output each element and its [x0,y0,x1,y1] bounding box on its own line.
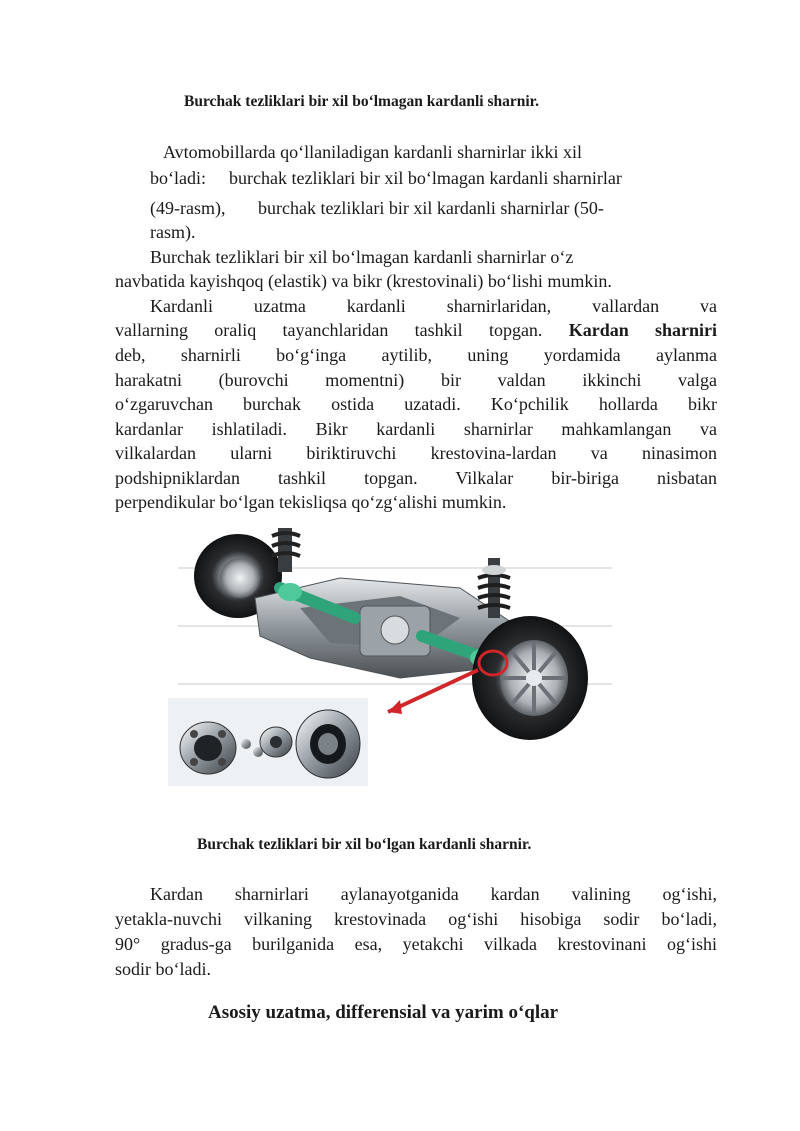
paragraph-3-line-3: 90° gradus-ga burilganida esa, yetakchi vilkada krestovinani og‘ishi [115,934,717,954]
paragraph-2-line-1: Kardanli uzatma kardanli sharnirlaridan, vallardan va [150,296,717,316]
paragraph-3-line-4: sodir bo‘ladi. [115,959,211,979]
cv-joint-parts-photo [168,698,368,786]
paragraph-3-line-2: yetakla-nuvchi vilkaning krestovinada og‘ishi hisobiga sodir bo‘ladi, [115,909,717,929]
intro-line-3: (49-rasm), burchak tezliklari bir xil kardanli sharnirlar (50- [150,198,576,218]
paragraph-3-line-1: Kardan sharnirlari aylanayotganida kardan valining og‘ishi, [150,884,717,904]
paragraph-2-line-2-text: vallarning oraliq tayanchlaridan tashkil topgan. [115,320,543,340]
paragraph-2-line-4: harakatni (burovchi momentni) bir valdan ikkinchi valga [115,370,717,390]
figure-caption: Burchak tezliklari bir xil bo‘lgan kardanli sharnir. [197,836,532,853]
paragraph-2-line-6: kardanlar ishlatiladi. Bikr kardanli sharnirlar mahkamlangan va [115,419,717,439]
paragraph-2-line-2 [115,318,717,343]
section-heading: Burchak tezliklari bir xil bo‘lmagan kardanli sharnir. [184,93,539,110]
paragraph-1-line-2: navbatida kayishqoq (elastik) va bikr (krestovinali) bo‘lishi mumkin. [115,271,612,291]
paragraph-2-line-3: deb, sharnirli bo‘g‘inga aytilib, uning yordamida aylanma [115,345,717,365]
section-heading-2: Asosiy uzatma, differensial va yarim o‘qlar [208,1002,559,1023]
paragraph-2-line-8: podshipniklardan tashkil topgan. Vilkalar bir-biriga nisbatan [115,468,717,488]
term-kardan-sharniri: Kardan sharniri [568,320,717,340]
paragraph-2-line-9: perpendikular bo‘lgan tekisliqsa qo‘zg‘alishi mumkin. [115,492,507,512]
paragraph-2-line-7: vilkalardan ularni biriktiruvchi krestovina-lardan va ninasimon [115,443,717,463]
intro-line-2: bo‘ladi: burchak tezliklari bir xil bo‘lmagan kardanli sharnirlar [150,168,604,188]
paragraph-1-line-1: Burchak tezliklari bir xil bo‘lmagan kardanli sharnirlar o‘z [150,247,574,267]
intro-line-4: rasm). [150,222,196,242]
paragraph-2-line-5: o‘zgaruvchan burchak ostida uzatadi. Ko‘pchilik hollarda bikr [115,394,717,414]
intro-line-1: Avtomobillarda qo‘llaniladigan kardanli sharnirlar ikki xil [163,142,583,162]
figure [160,518,620,790]
